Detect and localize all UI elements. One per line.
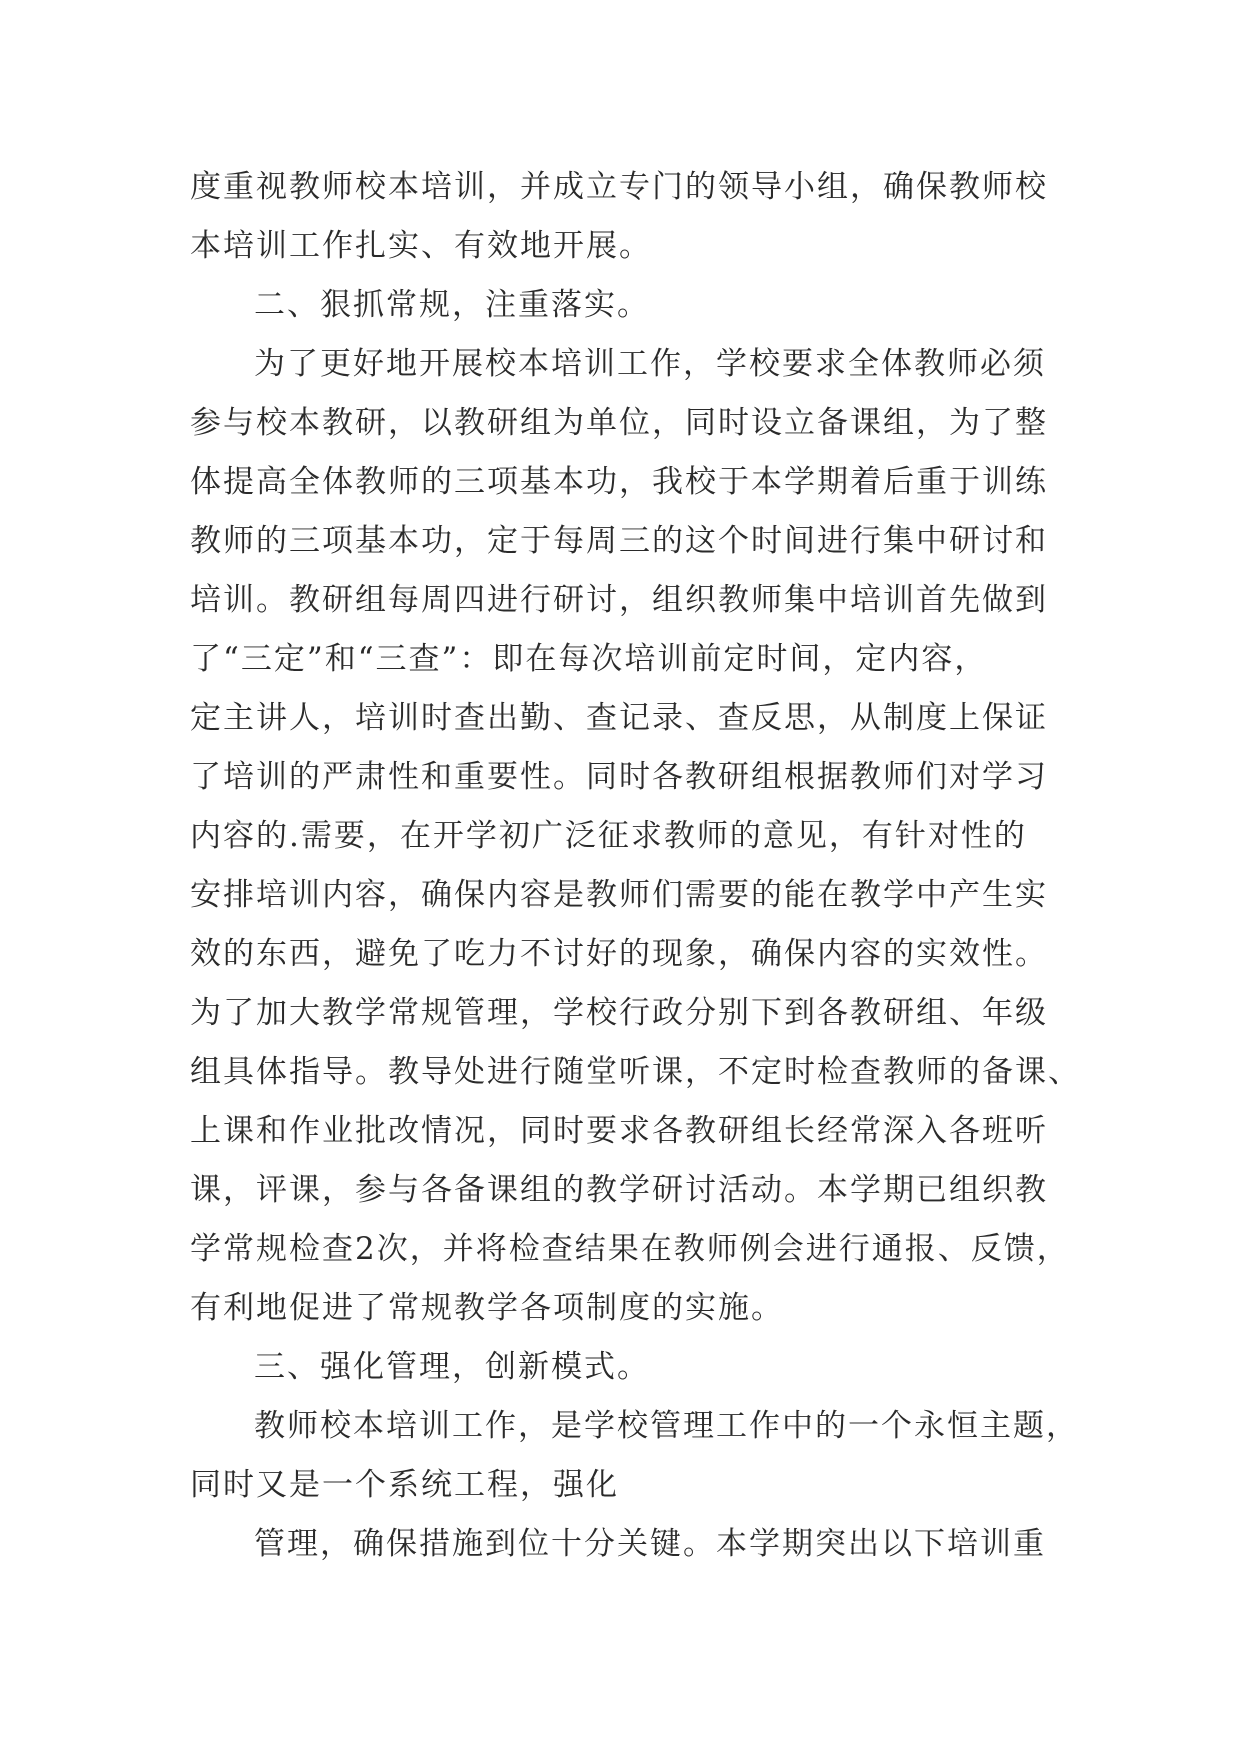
text-line: 为了加大教学常规管理，学校行政分别下到各教研组、年级 xyxy=(190,995,1048,1031)
text-line: 定主讲人，培训时查出勤、查记录、查反思，从制度上保证 xyxy=(190,700,1048,736)
text-line: 课，评课，参与各备课组的教学研讨活动。本学期已组织教 xyxy=(190,1172,1048,1208)
text-line: 了“三定”和“三查”：即在每次培训前定时间，定内容， xyxy=(190,641,988,677)
document-body xyxy=(190,158,1081,1574)
text-line: 上课和作业批改情况，同时要求各教研组长经常深入各班听 xyxy=(190,1113,1048,1149)
text-line: 同时又是一个系统工程，强化 xyxy=(190,1467,619,1503)
text-line: 安排培训内容，确保内容是教师们需要的能在教学中产生实 xyxy=(190,877,1048,913)
text-line: 内容的.需要，在开学初广泛征求教师的意见，有针对性的 xyxy=(190,818,1027,854)
text-line: 组具体指导。教导处进行随堂听课，不定时检查教师的备课、 xyxy=(190,1054,1081,1090)
text-line: 体提高全体教师的三项基本功，我校于本学期着后重于训练 xyxy=(190,464,1048,500)
section-heading: 二、狠抓常规，注重落实。 xyxy=(254,287,650,323)
text-line: 参与校本教研，以教研组为单位，同时设立备课组，为了整 xyxy=(190,405,1048,441)
text-line: 度重视教师校本培训，并成立专门的领导小组，确保教师校 xyxy=(190,169,1048,205)
paragraph-start: 管理，确保措施到位十分关键。本学期突出以下培训重 xyxy=(254,1526,1046,1562)
text-line: 效的东西，避免了吃力不讨好的现象，确保内容的实效性。 xyxy=(190,936,1048,972)
text-line: 有利地促进了常规教学各项制度的实施。 xyxy=(190,1290,784,1326)
text-line: 了培训的严肃性和重要性。同时各教研组根据教师们对学习 xyxy=(190,759,1048,795)
paragraph-start: 为了更好地开展校本培训工作，学校要求全体教师必须 xyxy=(254,346,1046,382)
text-line: 本培训工作扎实、有效地开展。 xyxy=(190,228,652,264)
paragraph-start: 教师校本培训工作，是学校管理工作中的一个永恒主题， xyxy=(254,1408,1079,1444)
text-line: 教师的三项基本功，定于每周三的这个时间进行集中研讨和 xyxy=(190,523,1048,559)
section-heading: 三、强化管理，创新模式。 xyxy=(254,1349,650,1385)
text-line: 培训。教研组每周四进行研讨，组织教师集中培训首先做到 xyxy=(190,582,1048,618)
text-line: 学常规检查2次，并将检查结果在教师例会进行通报、反馈， xyxy=(190,1231,1070,1267)
